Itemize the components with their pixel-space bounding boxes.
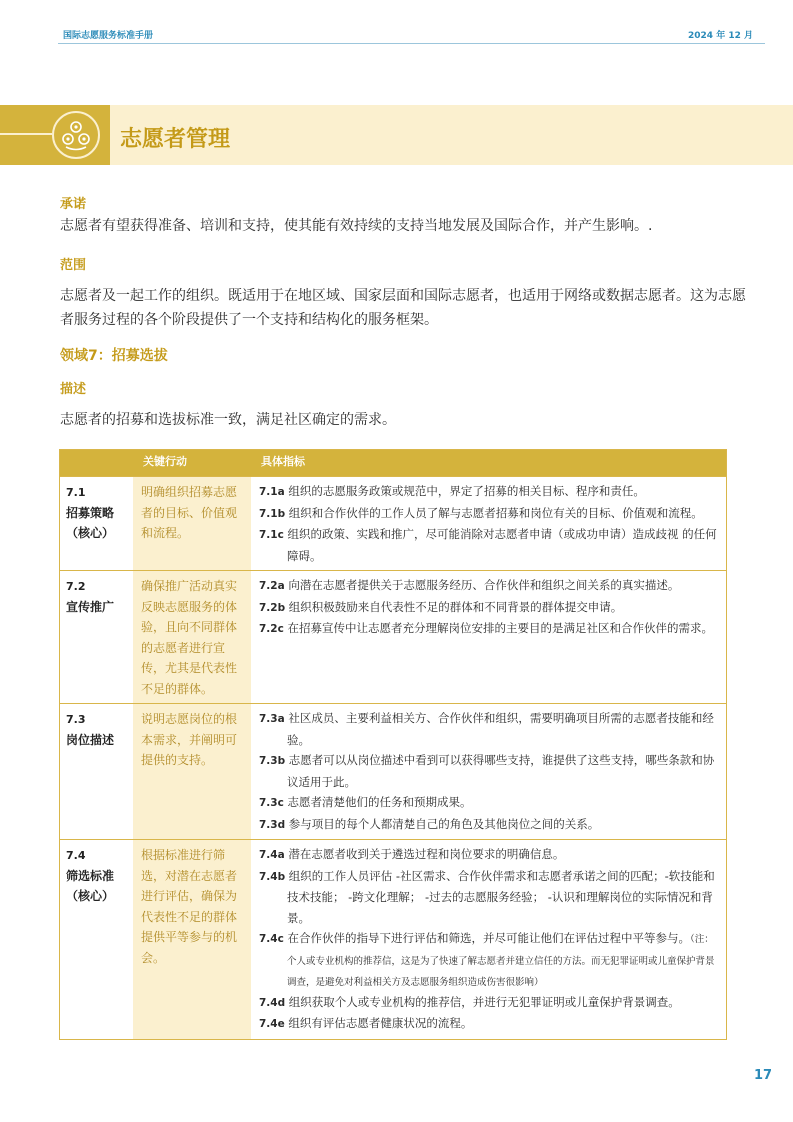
table-row <box>60 703 726 839</box>
standards-table <box>59 449 727 1040</box>
area-cell <box>60 571 133 703</box>
table-row <box>60 839 726 1039</box>
indicators-cell <box>251 477 726 570</box>
scope-text: 志愿者及一起工作的组织。既适用于在地区域、国家层面和国际志愿者，也适用于网络或数据志愿者。这为志愿者服务过程的各个阶段提供了一个支持和结构化的服务框架。 <box>60 288 746 328</box>
indicator-item <box>259 992 718 1014</box>
indicator-code: 7.3a <box>259 713 285 725</box>
page-title: 志愿者管理 <box>120 127 231 152</box>
indicator-item <box>259 597 718 619</box>
area-name: 招募策略 （核心） <box>66 506 115 540</box>
page-number: 17 <box>754 1068 773 1083</box>
area-number: 7.4 <box>66 849 86 862</box>
indicator-text: 组织和合作伙伴的工作人员了解与志愿者招募和岗位有关的目标、价值观和流程。 <box>288 505 703 520</box>
table-header-row <box>60 450 726 476</box>
indicator-text: 社区成员、主要利益相关方、合作伙伴和组织，需要明确项目所需的志愿者技能和经验。 <box>287 711 714 747</box>
indicator-item <box>259 750 718 792</box>
indicators-cell <box>251 840 726 1039</box>
emblem-graphic <box>54 113 98 157</box>
indicator-item <box>259 844 718 866</box>
indicator-text: 潜在志愿者收到关于遴选过程和岗位要求的明确信息。 <box>288 847 565 861</box>
indicator-item <box>259 928 718 992</box>
indicator-text: 组织的工作人员评估 -社区需求、合作伙伴需求和志愿者承诺之间的匹配；-软技能和技术技能； -跨文化理解； -过去的志愿服务经验； -认识和理解岗位的实际情况和背景。 <box>287 868 715 925</box>
indicator-code: 7.2b <box>259 601 286 614</box>
section-banner <box>0 105 793 165</box>
area-number: 7.1 <box>66 486 86 499</box>
indicator-code: 7.2c <box>259 623 284 635</box>
indicator-text: 组织的政策、实践和推广，尽可能消除对志愿者申请（或成功申请）造成歧视 的任何障碍。 <box>287 527 717 563</box>
indicator-code: 7.4a <box>259 849 285 861</box>
indicator-item <box>259 503 718 525</box>
area-name: 岗位描述 <box>66 733 115 747</box>
indicator-text: 向潜在志愿者提供关于志愿服务经历、合作伙伴和组织之间关系的真实描述。 <box>288 578 680 592</box>
area-cell <box>60 477 133 570</box>
indicator-item <box>259 1013 718 1035</box>
area-name: 宣传推广 <box>66 600 115 614</box>
indicators-cell <box>251 704 726 839</box>
header-indicators: 具体指标 <box>261 455 305 468</box>
indicator-text: 志愿者可以从岗位描述中看到可以获得哪些支持，谁提供了这些支持，哪些条款和协议适用于此。 <box>287 753 715 789</box>
indicator-item <box>259 618 718 640</box>
indicator-text: 参与项目的每个人都清楚自己的角色及其他岗位之间的关系。 <box>288 816 600 831</box>
header-divider <box>58 43 765 44</box>
area-cell <box>60 704 133 839</box>
header-date: 2024 年 12 月 <box>688 31 753 41</box>
table-row <box>60 476 726 570</box>
key-action-cell: 明确组织招募志愿者的目标、价值观和流程。 <box>133 477 251 570</box>
indicator-item <box>259 524 718 566</box>
header-area <box>60 450 133 476</box>
commitment-heading: 承诺 <box>60 197 87 212</box>
indicator-text: 在合作伙伴的指导下进行评估和筛选，并尽可能让他们在评估过程中平等参与。 <box>287 931 690 945</box>
indicator-code: 7.4c <box>259 933 284 945</box>
domain-heading: 领域7：招募选拔 <box>60 348 168 364</box>
indicator-text: 组织积极鼓励来自代表性不足的群体和不同背景的群体提交申请。 <box>288 599 623 614</box>
indicator-code: 7.4b <box>259 870 286 883</box>
indicator-code: 7.2a <box>259 580 285 592</box>
indicator-code: 7.4e <box>259 1018 285 1030</box>
description-heading: 描述 <box>60 382 87 397</box>
indicator-code: 7.1a <box>259 486 285 498</box>
header-title: 国际志愿服务标准手册 <box>63 31 154 41</box>
commitment-text: 志愿者有望获得准备、培训和支持，使其能有效持续的支持当地发展及国际合作，并产生影响。. <box>60 218 653 234</box>
indicator-text: 组织有评估志愿者健康状况的流程。 <box>288 1016 473 1030</box>
indicator-text: 组织获取个人或专业机构的推荐信，并进行无犯罪证明或儿童保护背景调查。 <box>288 994 680 1009</box>
area-name: 筛选标准 （核心） <box>66 869 115 903</box>
indicator-code: 7.3d <box>259 818 286 831</box>
banner-accent-line <box>0 133 52 135</box>
key-action-cell: 说明志愿岗位的根本需求，并阐明可提供的支持。 <box>133 704 251 839</box>
indicator-code: 7.3b <box>259 755 286 767</box>
description-text: 志愿者的招募和选拔标准一致，满足社区确定的需求。 <box>60 412 396 428</box>
indicators-cell <box>251 571 726 703</box>
indicator-item <box>259 708 718 750</box>
indicator-code: 7.4d <box>259 996 286 1009</box>
indicator-text: 志愿者清楚他们的任务和预期成果。 <box>287 795 472 809</box>
area-number: 7.3 <box>66 713 86 726</box>
indicator-item <box>259 814 718 836</box>
indicator-item <box>259 866 718 929</box>
area-cell <box>60 840 133 1039</box>
header-key-actions: 关键行动 <box>143 455 187 468</box>
indicator-item <box>259 792 718 814</box>
indicator-item <box>259 481 718 503</box>
volunteer-emblem-icon <box>52 111 100 159</box>
indicator-text: 在招募宣传中让志愿者充分理解岗位安排的主要目的是满足社区和合作伙伴的需求。 <box>287 621 713 635</box>
indicator-code: 7.1c <box>259 529 284 541</box>
indicator-code: 7.3c <box>259 797 284 809</box>
indicator-code: 7.1b <box>259 507 286 520</box>
scope-heading: 范围 <box>60 258 87 273</box>
indicator-note: （注：个人或专业机构的推荐信，这是为了快速了解志愿者并建立信任的方法。而无犯罪证明或儿童保护背景调查，是避免对利益相关方及志愿服务组织造成伤害很影响） <box>287 934 715 988</box>
area-number: 7.2 <box>66 580 86 593</box>
indicator-text: 组织的志愿服务政策或规范中，界定了招募的相关目标、程序和责任。 <box>288 484 645 498</box>
indicator-item <box>259 575 718 597</box>
table-row <box>60 570 726 703</box>
key-action-cell: 确保推广活动真实反映志愿服务的体验，且向不同群体的志愿者进行宣传，尤其是代表性不足的群体。 <box>133 571 251 703</box>
key-action-cell: 根据标准进行筛选，对潜在志愿者进行评估，确保为代表性不足的群体提供平等参与的机会。 <box>133 840 251 1039</box>
